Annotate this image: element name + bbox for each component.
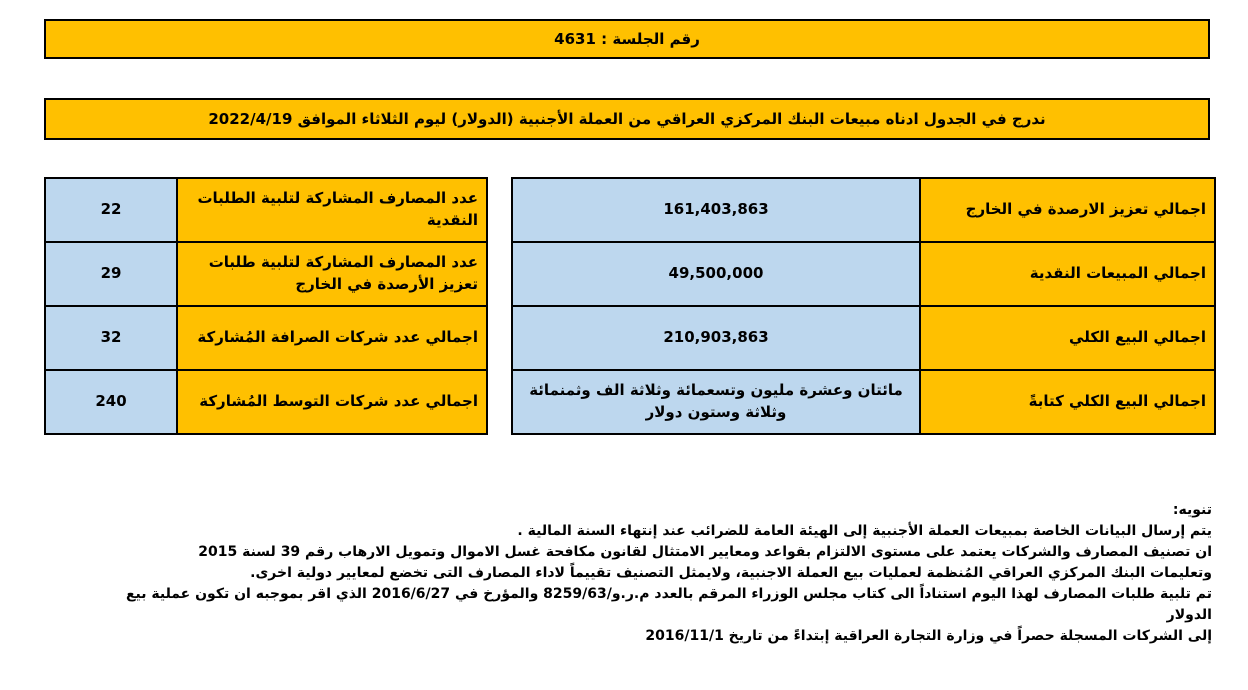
table-row (45, 306, 487, 370)
notes-title: تنويه: (1172, 502, 1212, 518)
notes-line: وتعليمات البنك المركزي العراقي المُنظمة لعمليات بيع العملة الاجنبية، ولايمثل التصنيف تقييماً لاداء المصارف التى تخضع لمعايير دولية اخرى. (250, 565, 1212, 581)
sales-totals-table (511, 177, 1216, 435)
notes-line: يتم إرسال البيانات الخاصة بمبيعات العملة الأجنبية إلى الهيئة العامة للضرائب عند إنتهاء السنة المالية . (517, 523, 1212, 539)
notes-section (112, 500, 1212, 647)
row-value: مائتان وعشرة مليون وتسعمائة وثلاثة الف وثمنمائة وثلاثة وستون دولار (512, 370, 920, 434)
notes-line: تم تلبية طلبات المصارف لهذا اليوم استناداً الى كتاب مجلس الوزراء المرقم بالعدد م.ر.و/8259/63 والمؤرخ في 2016/6/27 الذي اقر بموجبه ان تكون عملية بيع الدولار (125, 586, 1212, 623)
intro-banner (44, 98, 1210, 140)
row-label: اجمالي عدد شركات الصرافة المُشاركة (177, 306, 487, 370)
row-value: 210,903,863 (512, 306, 920, 370)
table-row (512, 370, 1215, 434)
table-row (512, 242, 1215, 306)
notes-line: ان تصنيف المصارف والشركات يعتمد على مستوى الالتزام بقواعد ومعايير الامتثال لقانون مكافحة غسل الاموال وتمويل الارهاب رقم 39 لسنة 2015 (198, 544, 1212, 560)
session-number-label: رقم الجلسة : 4631 (554, 30, 700, 48)
row-value: 29 (45, 242, 177, 306)
row-value: 32 (45, 306, 177, 370)
row-label: اجمالي البيع الكلي كتابةً (920, 370, 1215, 434)
row-label: عدد المصارف المشاركة لتلبية الطلبات النقدية (177, 178, 487, 242)
row-value: 22 (45, 178, 177, 242)
row-label: اجمالي تعزيز الارصدة في الخارج (920, 178, 1215, 242)
intro-text: ندرج في الجدول ادناه مبيعات البنك المركزي العراقي من العملة الأجنبية (الدولار) ليوم الثلاثاء الموافق 2022/4/19 (208, 110, 1046, 128)
participants-table (44, 177, 488, 435)
table-row (512, 306, 1215, 370)
table-row (512, 178, 1215, 242)
row-value: 161,403,863 (512, 178, 920, 242)
row-label: اجمالي البيع الكلي (920, 306, 1215, 370)
row-value: 49,500,000 (512, 242, 920, 306)
row-label: اجمالي المبيعات النقدية (920, 242, 1215, 306)
table-row (45, 178, 487, 242)
notes-line: إلى الشركات المسجلة حصراً في وزارة التجارة العراقية إبتداءً من تاريخ 2016/11/1 (645, 628, 1212, 644)
row-value: 240 (45, 370, 177, 434)
session-number-bar (44, 19, 1210, 59)
row-label: عدد المصارف المشاركة لتلبية طلبات تعزيز الأرصدة في الخارج (177, 242, 487, 306)
table-row (45, 370, 487, 434)
row-label: اجمالي عدد شركات التوسط المُشاركة (177, 370, 487, 434)
table-row (45, 242, 487, 306)
